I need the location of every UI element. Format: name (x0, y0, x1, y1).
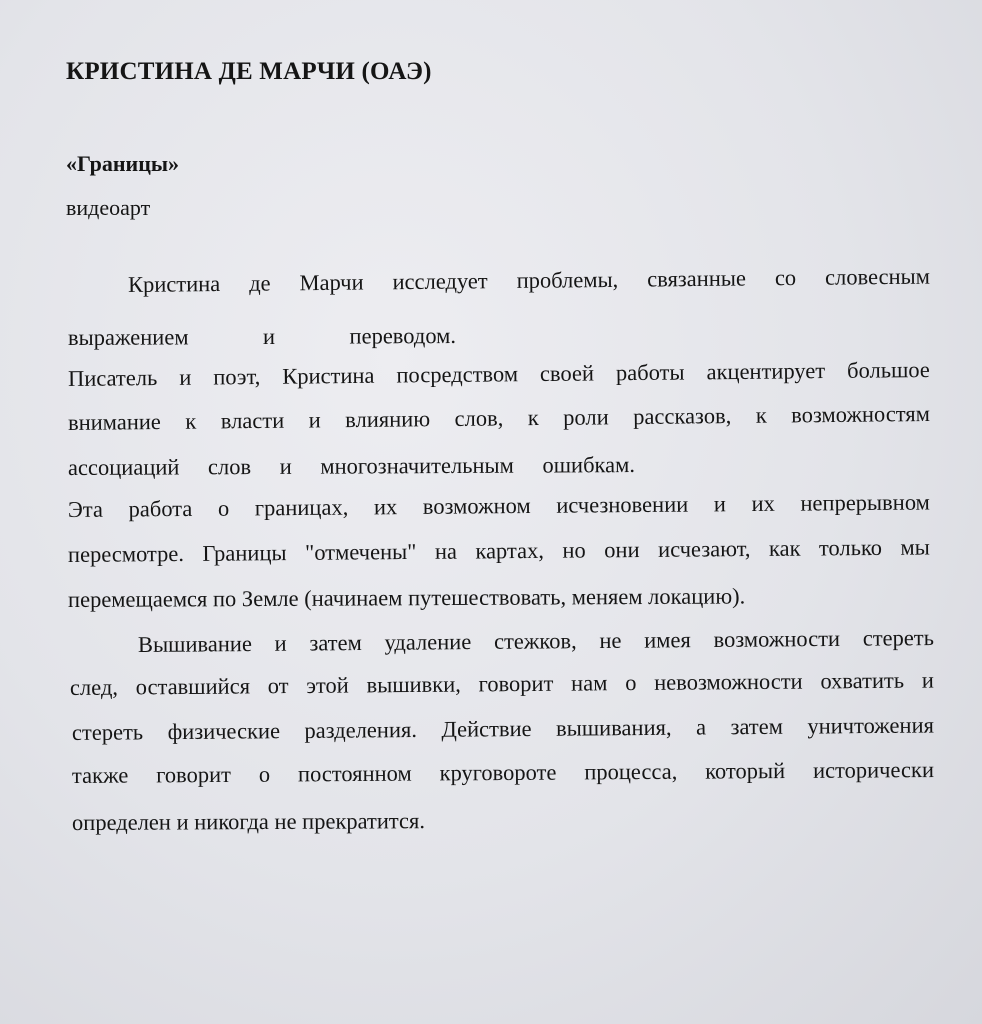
word: непрерывном (800, 489, 930, 516)
body-line (68, 401, 930, 436)
word: пересмотре. (67, 540, 185, 567)
word: и (179, 364, 192, 390)
word: стежков, (493, 628, 577, 654)
word: большое (846, 356, 930, 383)
word: рассказов, (633, 403, 732, 430)
word: и (274, 630, 287, 656)
word: удаление (384, 629, 472, 655)
word: о (625, 670, 637, 696)
word: о (258, 761, 271, 787)
word: Действие (441, 715, 532, 742)
artist-heading: КРИСТИНА ДЕ МАРЧИ (ОАЭ) (66, 58, 432, 85)
word: а (695, 714, 707, 740)
word: постоянном (297, 760, 412, 787)
word: ассоциаций (67, 454, 180, 480)
word: многозначительным (320, 452, 514, 479)
body-line (68, 534, 930, 568)
word: возможности (713, 625, 841, 652)
word: но (562, 537, 586, 563)
word: и (713, 491, 727, 517)
word: на (434, 538, 458, 564)
body-line (72, 757, 934, 789)
word: вышивания, (555, 714, 672, 741)
word: охватить (820, 667, 905, 694)
body-line (72, 712, 934, 746)
word: работы (615, 359, 685, 386)
word: и (921, 667, 934, 693)
work-type: видеоарт (66, 195, 151, 220)
word: исследует (392, 268, 488, 295)
word: оставшийся (135, 673, 251, 700)
body-line: определен и никогда не прекратится. (71, 808, 426, 835)
word: влиянию (345, 406, 431, 433)
word: выражением (67, 324, 189, 350)
word: уничтожения (807, 712, 935, 739)
word: о (217, 495, 230, 521)
word: к (527, 405, 539, 431)
body-line (68, 357, 930, 392)
word: переводом. (349, 322, 457, 349)
word: также (71, 762, 129, 788)
word: Кристина (282, 362, 375, 389)
body-line (128, 264, 930, 298)
word: проблемы, (516, 266, 619, 293)
word: со (774, 265, 797, 291)
word: де (248, 270, 271, 296)
word: к (755, 402, 767, 428)
word: Писатель (67, 365, 158, 391)
word: их (373, 494, 398, 520)
word: возможностям (791, 400, 931, 428)
word: роли (563, 404, 609, 430)
word: границах, (254, 494, 349, 521)
word: своей (539, 360, 595, 387)
word: возможном (422, 492, 531, 519)
word: ошибкам. (542, 452, 636, 478)
word: они (604, 537, 640, 563)
word: Вышивание (137, 631, 252, 657)
word: "отмечены" (304, 538, 417, 565)
word: затем (309, 630, 362, 656)
word: мы (900, 534, 930, 560)
body-line (70, 667, 934, 701)
word: к (185, 408, 197, 434)
word: говорит (478, 670, 554, 697)
word: говорит (156, 761, 232, 788)
word: имея (644, 627, 691, 653)
word: слов (207, 454, 252, 480)
word: исчезают, (657, 536, 751, 562)
word: связанные (647, 265, 747, 292)
word: поэт, (213, 363, 261, 390)
word: внимание (67, 409, 161, 435)
word: который (705, 758, 786, 784)
word: затем (730, 713, 783, 740)
word: Границы (202, 540, 287, 566)
work-title: «Границы» (66, 151, 180, 176)
word: картах, (475, 537, 545, 564)
word: посредством (396, 361, 519, 388)
word: работа (128, 495, 193, 522)
word: нам (571, 670, 608, 696)
body-line: перемещаемся по Земле (начинаем путешествовать, меняем локацию). (67, 583, 746, 612)
word: стереть (862, 625, 935, 651)
word: Марчи (299, 269, 364, 296)
word: и (279, 453, 292, 479)
body-line (68, 452, 635, 481)
body-line (138, 625, 934, 658)
word: только (818, 534, 883, 561)
word: круговороте (439, 759, 557, 786)
word: разделения. (304, 716, 418, 743)
word: Кристина (127, 271, 221, 297)
word: физические (167, 718, 281, 745)
word: процесса, (584, 758, 678, 785)
word: вышивки, (366, 671, 461, 698)
word: Эта (67, 496, 104, 522)
word: от (267, 673, 289, 699)
word: их (751, 490, 775, 517)
word: как (768, 535, 801, 561)
body-line (68, 323, 456, 351)
word: акцентирует (706, 358, 826, 385)
word: не (599, 627, 622, 653)
word: словесным (824, 263, 931, 290)
word: стереть (71, 719, 144, 745)
word: невозможности (654, 668, 803, 695)
word: след, (69, 674, 119, 700)
word: и (262, 323, 276, 349)
word: исчезновении (556, 491, 689, 518)
word: власти (220, 407, 285, 434)
word: этой (306, 672, 349, 698)
word: и (308, 407, 321, 433)
body-line (68, 489, 930, 523)
word: исторически (812, 756, 935, 783)
word: слов, (454, 405, 504, 431)
